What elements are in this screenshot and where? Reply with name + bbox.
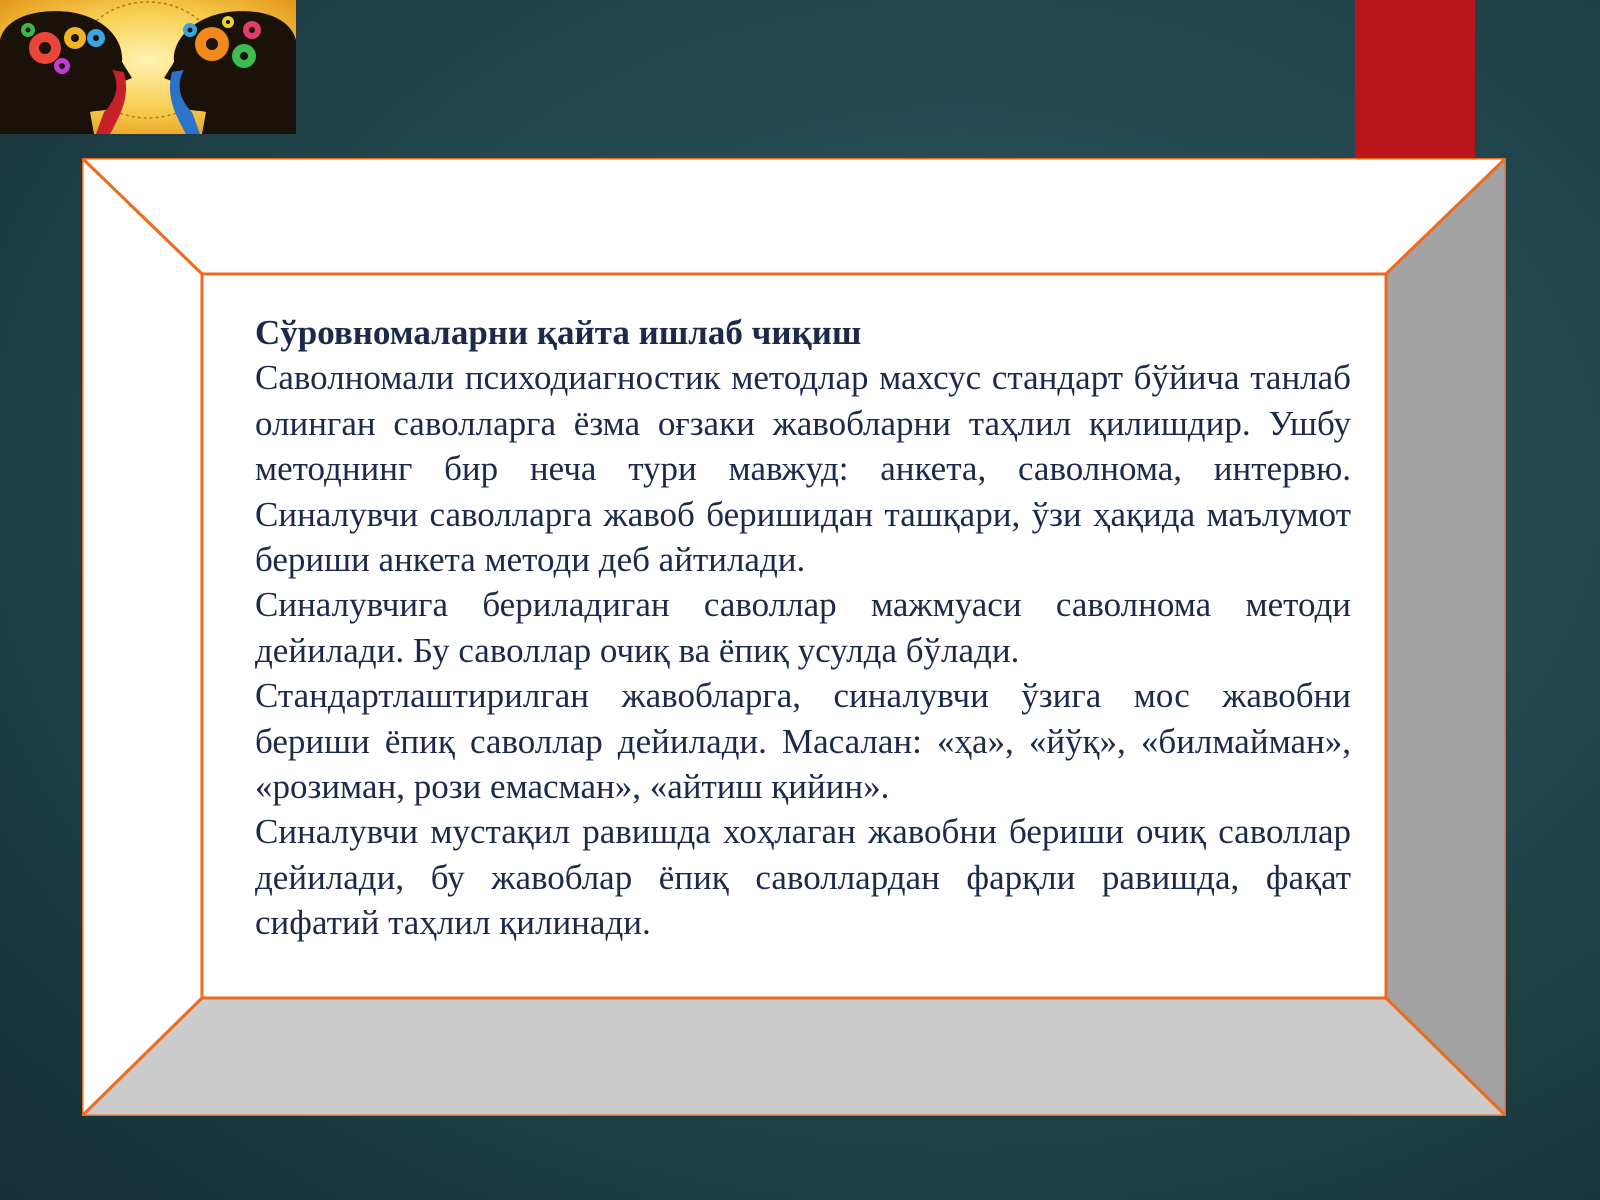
page-title: Сўровномаларни қайта ишлаб чиқиш	[255, 313, 862, 352]
text-content	[255, 310, 1351, 946]
paragraph-2: Синалувчига бериладиган саволлар мажмуаси саволнома методи дейилади. Бу саволлар очиқ ва ёпиқ усулда бўлади.	[255, 585, 1351, 670]
paragraph-3: Стандартлаштирилган жавобларга, синалувчи ўзига мос жавобни бериши ёпиқ саволлар дейилади. Масалан: «ҳа», «йўқ», «билмайман», «розиман, рози емасман», «айтиш қийин».	[255, 676, 1351, 807]
paragraph-1: Саволномали психодиагностик методлар махсус стандарт бўйича танлаб олинган саволларга ёзма оғзаки жавобларни таҳлил қилишдир. Ушбу методнинг бир неча тури мавжуд: анкета, саволнома, интервю. Синалувчи саволларга жавоб беришидан ташқари, ўзи ҳақида маълумот бериши анкета методи деб айтилади.	[255, 358, 1351, 580]
accent-bar	[1355, 0, 1475, 158]
two-heads-gears-icon	[0, 0, 296, 134]
paragraph-4: Синалувчи мустақил равишда хоҳлаган жавобни бериши очиқ саволлар дейилади, бу жавоблар ёпиқ саволлардан фарқли равишда, фақат сифатий таҳлил қилинади.	[255, 812, 1351, 943]
